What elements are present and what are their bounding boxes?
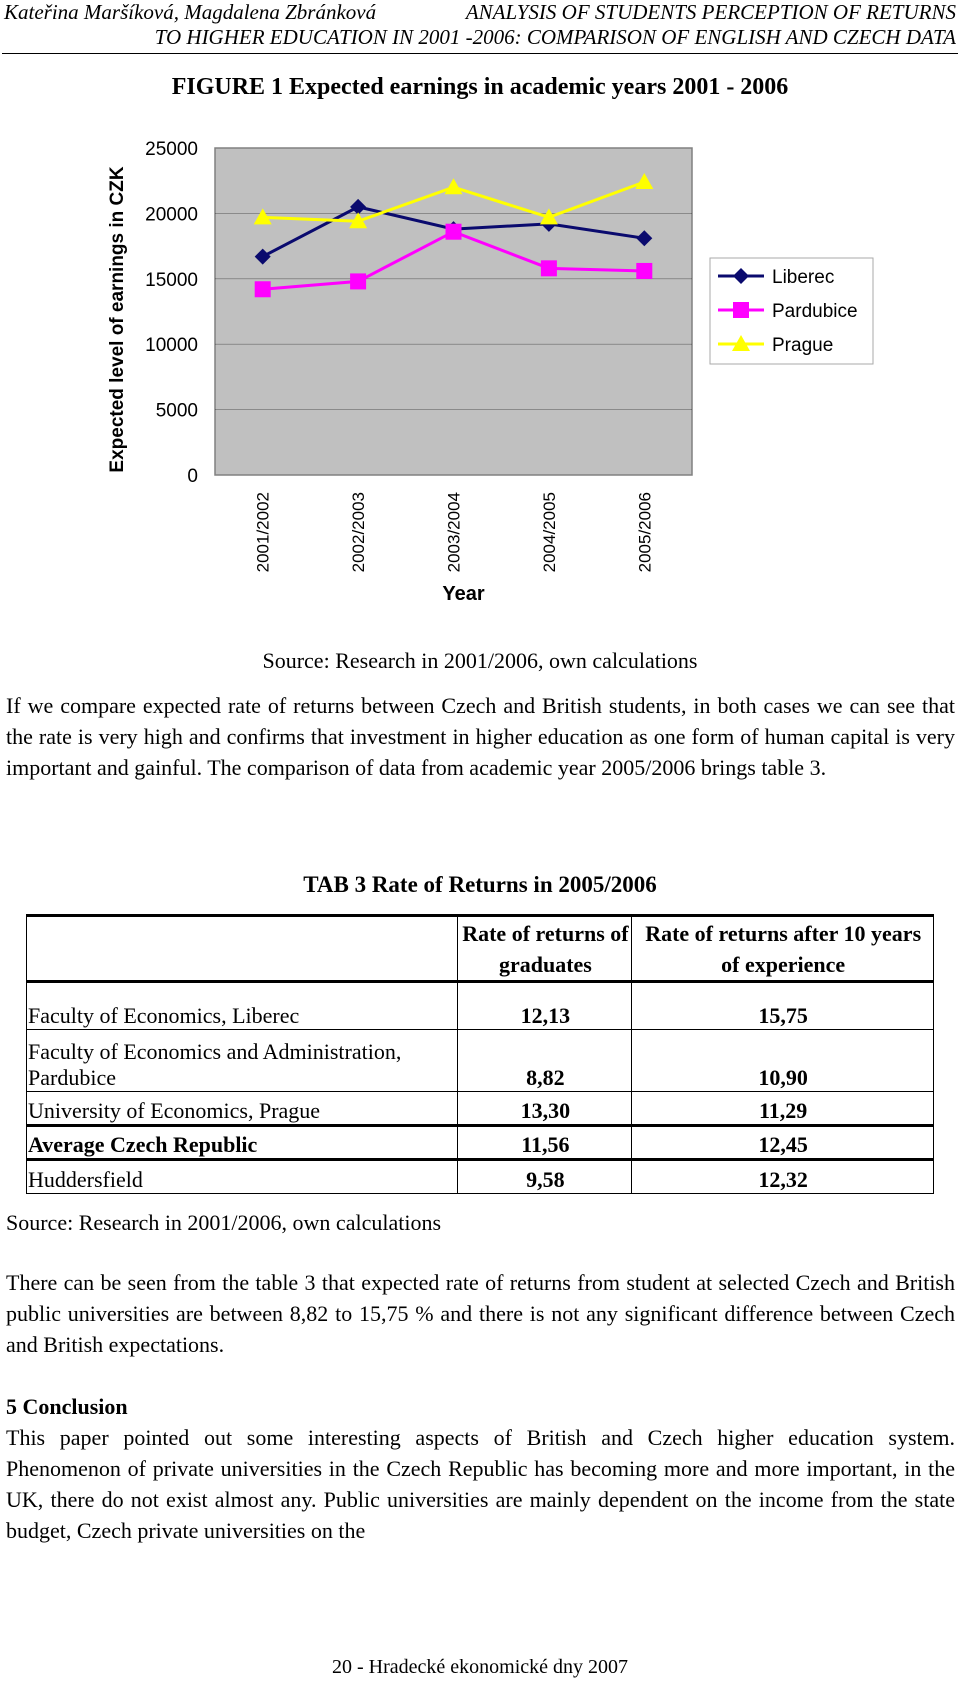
table-header-2: Rate of returns after 10 years of experience xyxy=(632,916,934,982)
table-row xyxy=(27,1126,934,1160)
legend-marker-pardubice xyxy=(733,302,749,318)
row-label: Faculty of Economics and Administration, Pardubice xyxy=(27,1030,458,1092)
row-value-graduates: 12,13 xyxy=(458,982,632,1030)
conclusion-heading: 5 Conclusion xyxy=(6,1394,128,1419)
header-rule xyxy=(2,53,958,54)
table-row xyxy=(27,982,934,1030)
row-value-experience: 11,29 xyxy=(632,1092,934,1126)
data-point-pardubice xyxy=(446,224,462,240)
running-header xyxy=(0,0,960,50)
line-chart xyxy=(0,120,960,620)
x-tick-label: 2001/2002 xyxy=(253,492,273,573)
x-tick-label: 2004/2005 xyxy=(539,492,559,573)
row-label: Faculty of Economics, Liberec xyxy=(27,982,458,1030)
y-tick-label: 25000 xyxy=(145,139,198,160)
row-value-experience: 12,45 xyxy=(632,1126,934,1160)
table-title: TAB 3 Rate of Returns in 2005/2006 xyxy=(303,872,657,897)
x-tick-label: 2002/2003 xyxy=(349,492,369,573)
y-tick-label: 15000 xyxy=(145,269,198,291)
paragraph-1: If we compare expected rate of returns between Czech and British students, in both cases we can see that the rate is very high and confirms that investment in higher education as one form of human capital is very important and gainful. The comparison of data from academic year 2005/2006 brings table 3. xyxy=(6,693,955,780)
header-authors: Kateřina Maršíková, Magdalena Zbránková xyxy=(4,0,377,24)
row-label: University of Economics, Prague xyxy=(27,1092,458,1126)
row-value-experience: 15,75 xyxy=(632,982,934,1030)
x-tick-label: 2005/2006 xyxy=(635,492,655,573)
data-point-pardubice xyxy=(541,260,557,276)
row-value-graduates: 13,30 xyxy=(458,1092,632,1126)
data-point-pardubice xyxy=(255,281,271,297)
paragraph-3: This paper pointed out some interesting aspects of British and Czech higher education system. Phenomenon of private universities in the Czech Republic has becoming more and more important, in the UK, there do not exist almost any. Public universities are mainly dependent on the income from the state budget, Czech private universities on the xyxy=(6,1425,955,1543)
table-header-row xyxy=(27,916,934,982)
data-point-pardubice xyxy=(350,273,366,289)
row-label: Huddersfield xyxy=(27,1160,458,1194)
table-row xyxy=(27,1030,934,1092)
returns-table xyxy=(26,914,934,1194)
table-header-empty xyxy=(27,916,458,982)
y-tick-label: 10000 xyxy=(145,335,198,357)
table-header-1: Rate of returns of graduates xyxy=(458,916,632,982)
row-label: Average Czech Republic xyxy=(27,1126,458,1160)
y-tick-label: 5000 xyxy=(155,400,198,422)
header-title-line1: ANALYSIS OF STUDENTS PERCEPTION OF RETURNS xyxy=(465,0,956,24)
data-point-pardubice xyxy=(636,263,652,279)
x-axis-title: Year xyxy=(442,583,485,605)
row-value-graduates: 9,58 xyxy=(458,1160,632,1194)
plot-area xyxy=(215,148,692,475)
figure-title: FIGURE 1 Expected earnings in academic years 2001 - 2006 xyxy=(171,74,789,100)
row-value-graduates: 8,82 xyxy=(458,1030,632,1092)
x-tick-label: 2003/2004 xyxy=(444,492,464,573)
row-value-experience: 10,90 xyxy=(632,1030,934,1092)
legend-label-liberec: Liberec xyxy=(772,267,835,288)
y-tick-label: 20000 xyxy=(145,204,198,226)
figure-source: Source: Research in 2001/2006, own calculations xyxy=(262,648,698,673)
row-value-graduates: 11,56 xyxy=(458,1126,632,1160)
row-value-experience: 12,32 xyxy=(632,1160,934,1194)
legend-label-prague: Prague xyxy=(772,335,834,356)
chart-svg xyxy=(0,120,960,620)
y-tick-label: 0 xyxy=(187,466,198,487)
table-row xyxy=(27,1160,934,1194)
y-axis-title: Expected level of earnings in CZK xyxy=(107,166,128,473)
header-title-line2: TO HIGHER EDUCATION IN 2001 -2006: COMPARISON OF ENGLISH AND CZECH DATA xyxy=(154,25,956,49)
legend-label-pardubice: Pardubice xyxy=(772,301,858,322)
conclusion-section xyxy=(6,1391,955,1546)
page-footer: 20 - Hradecké ekonomické dny 2007 xyxy=(331,1656,628,1678)
paragraph-2: There can be seen from the table 3 that expected rate of returns from student at selected Czech and British public universities are between 8,82 to 15,75 % and there is not any significant difference between Czech and British expectations. xyxy=(6,1270,955,1357)
table-source: Source: Research in 2001/2006, own calculations xyxy=(6,1210,442,1235)
table-row xyxy=(27,1092,934,1126)
